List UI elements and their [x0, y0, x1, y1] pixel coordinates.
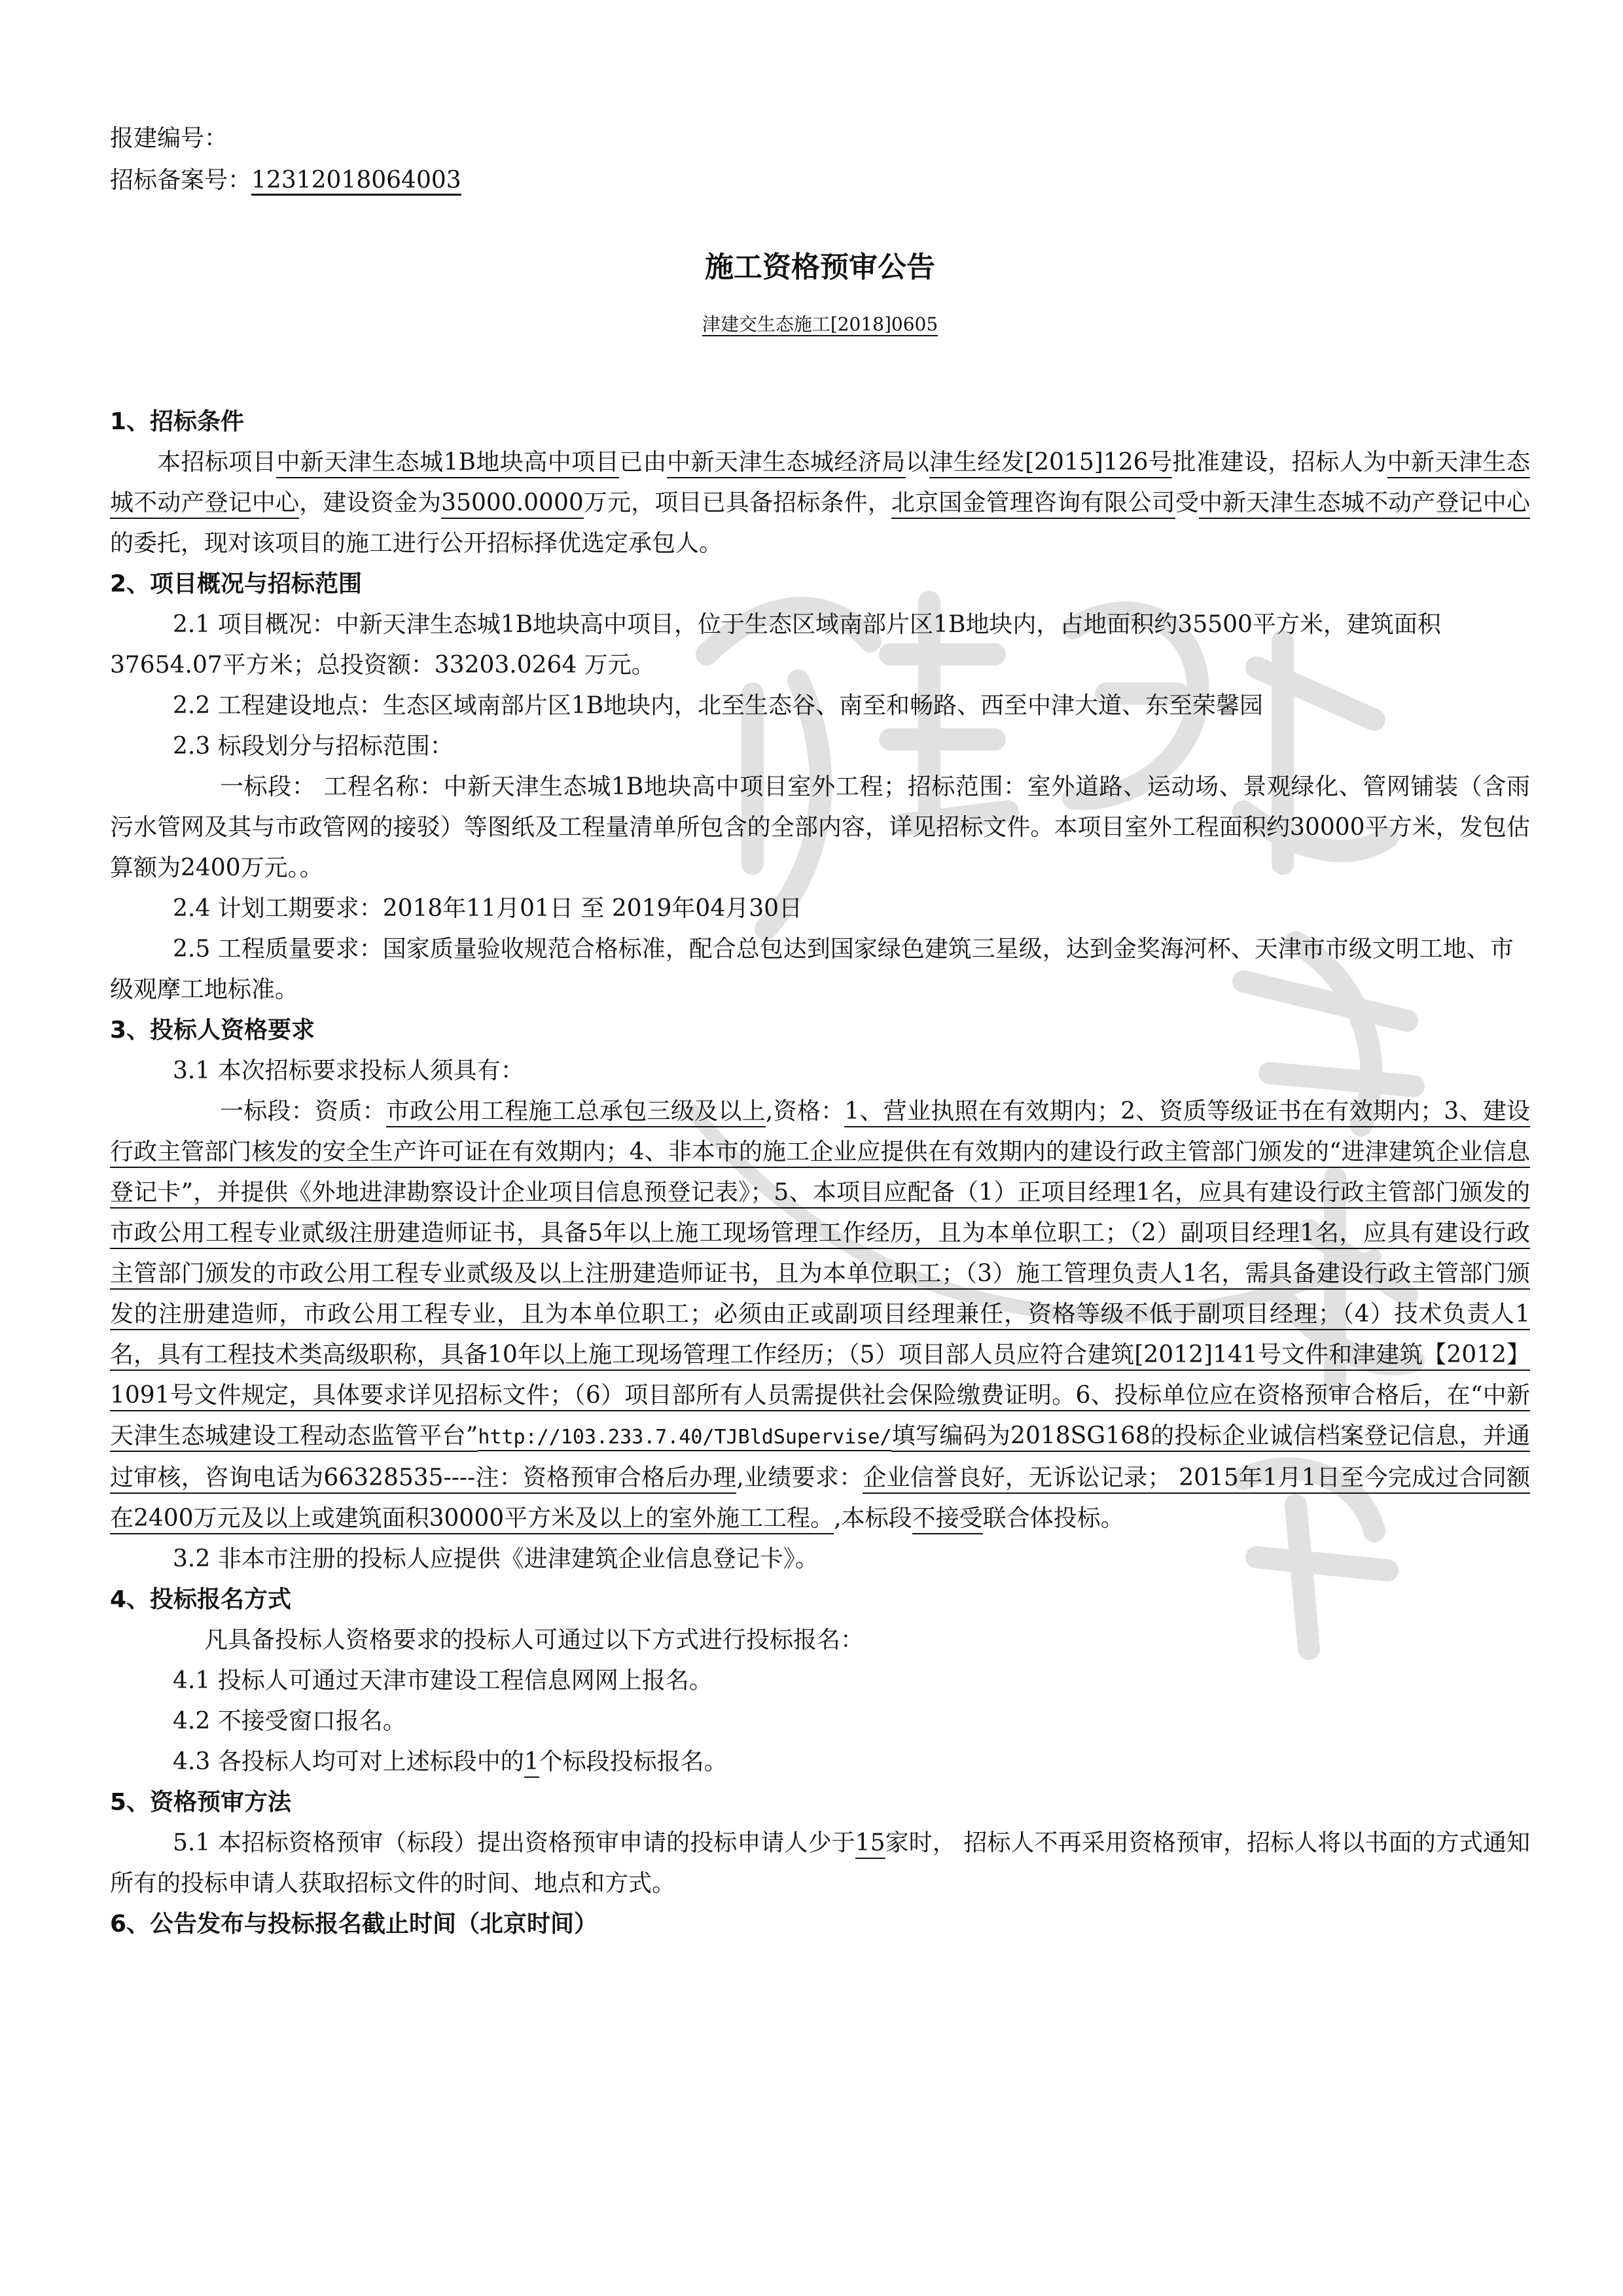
- bid-record-label: 招标备案号：: [110, 167, 252, 194]
- bid-section-scope-heading: 2.3 标段划分与招标范围：: [173, 733, 454, 760]
- section-1-title: 1、招标条件: [110, 408, 245, 435]
- build-number-label: 报建编号：: [110, 125, 228, 152]
- registration-section-count: 4.3 各投标人均可对上述标段中的1个标段投标报名。: [110, 1742, 1530, 1782]
- bidder-qualification-detail: 一标段：资质：市政公用工程施工总承包三级及以上,资格：1、营业执照在有效期内；2、资质等级证书在有效期内；3、建设行政主管部门核发的安全生产许可证在有效期内；4、非本市的施工企业应提供在有效期内的建设行政主管部门颁发的“进津建筑企业信息登记卡”，并提供《外地进津勘察设计企业项目信息预登记表》；5、本项目应配备（1）正项目经理1名，应具有建设行政主管部门颁发的市政公用工程专业贰级注册建造师证书，具备5年以上施工现场管理工作经历，且为本单位职工；（2）副项目经理1名，应具有建设行政主管部门颁发的市政公用工程专业贰级及以上注册建造师证书，且为本单位职工；（3）施工管理负责人1名，需具备建设行政主管部门颁发的注册建造师，市政公用工程专业，且为本单位职工；必须由正或副项目经理兼任，资格等级不低于副项目经理；（4）技术负责人1名，具有工程技术类高级职称，具备10年以上施工现场管理工作经历；（5）项目部人员应符合建筑[2012]141号文件和津建筑【2012】1091号文件规定，具体要求详见招标文件；（6）项目部所有人员需提供社会保险缴费证明。6、投标单位应在资格预审合格后，在“中新天津生态城建设工程动态监管平台”http://103.233.7.40/TJBldSupervise/填写编码为2018SG168的投标企业诚信档案登记信息，并通过审核，咨询电话为66328535----注：资格预审合格后办理,业绩要求：企业信誉良好，无诉讼记录； 2015年1月1日至今完成过合同额在2400万元及以上或建筑面积30000平方米及以上的室外施工工程。,本标段不接受联合体投标。: [110, 1091, 1530, 1539]
- bid-record-line: [110, 160, 1530, 202]
- section-2-title: 2、项目概况与招标范围: [110, 571, 363, 597]
- registration-no-window: 4.2 不接受窗口报名。: [173, 1708, 406, 1735]
- prequalification-method: 5.1 本招标资格预审（标段）提出资格预审申请的投标申请人少于15家时， 招标人不再采用资格预审，招标人将以书面的方式通知所有的投标申请人获取招标文件的时间、地点和方式。: [110, 1829, 1530, 1897]
- project-location: 2.2 工程建设地点：生态区域南部片区1B地块内，北至生态谷、南至和畅路、西至中津大道、东至荣馨园: [173, 692, 1264, 719]
- document-number: 津建交生态施工[2018]0605: [702, 313, 938, 335]
- document-content: [110, 118, 1530, 1945]
- page-title: 施工资格预审公告: [705, 251, 935, 284]
- registration-intro: 凡具备投标人资格要求的投标人可通过以下方式进行投标报名：: [204, 1627, 865, 1653]
- planned-schedule: 2.4 计划工期要求：2018年11月01日 至 2019年04月30日: [173, 895, 803, 922]
- bidder-requirement-heading: 3.1 本次招标要求投标人须具有：: [173, 1057, 524, 1084]
- section-4-title: 4、投标报名方式: [110, 1586, 292, 1613]
- quality-requirement: 2.5 工程质量要求：国家质量验收规范合格标准，配合总包达到国家绿色建筑三星级，达到金奖海河杯、天津市市级文明工地、市级观摩工地标准。: [110, 936, 1514, 1003]
- section-6-title: 6、公告发布与投标报名截止时间（北京时间）: [110, 1911, 598, 1937]
- section-1-paragraph: 本招标项目中新天津生态城1B地块高中项目已由中新天津生态城经济局以津生经发[2015]126号批准建设，招标人为中新天津生态城不动产登记中心，建设资金为35000.0000万元，项目已具备招标条件，北京国金管理咨询有限公司受中新天津生态城不动产登记中心的委托，现对该项目的施工进行公开招标择优选定承包人。: [110, 449, 1530, 557]
- bid-section-scope-detail: 一标段： 工程名称：中新天津生态城1B地块高中项目室外工程；招标范围：室外道路、运动场、景观绿化、管网铺装（含雨污水管网及其与市政管网的接驳）等图纸及工程量清单所包含的全部内容，详见招标文件。本项目室外工程面积约30000平方米，发包估算额为2400万元。。: [110, 773, 1530, 881]
- section-3-title: 3、投标人资格要求: [110, 1017, 315, 1044]
- project-overview: 2.1 项目概况：中新天津生态城1B地块高中项目，位于生态区域南部片区1B地块内，占地面积约35500平方米，建筑面积37654.07平方米；总投资额：33203.0264 万元。: [110, 611, 1441, 679]
- bid-record-value: 12312018064003: [251, 167, 461, 196]
- section-5-title: 5、资格预审方法: [110, 1789, 292, 1816]
- non-local-bidder-requirement: 3.2 非本市注册的投标人应提供《进津建筑企业信息登记卡》。: [173, 1545, 819, 1572]
- supervise-platform-url: http://103.233.7.40/TJBldSupervise/: [478, 1426, 891, 1451]
- registration-online: 4.1 投标人可通过天津市建设工程信息网网上报名。: [173, 1667, 713, 1694]
